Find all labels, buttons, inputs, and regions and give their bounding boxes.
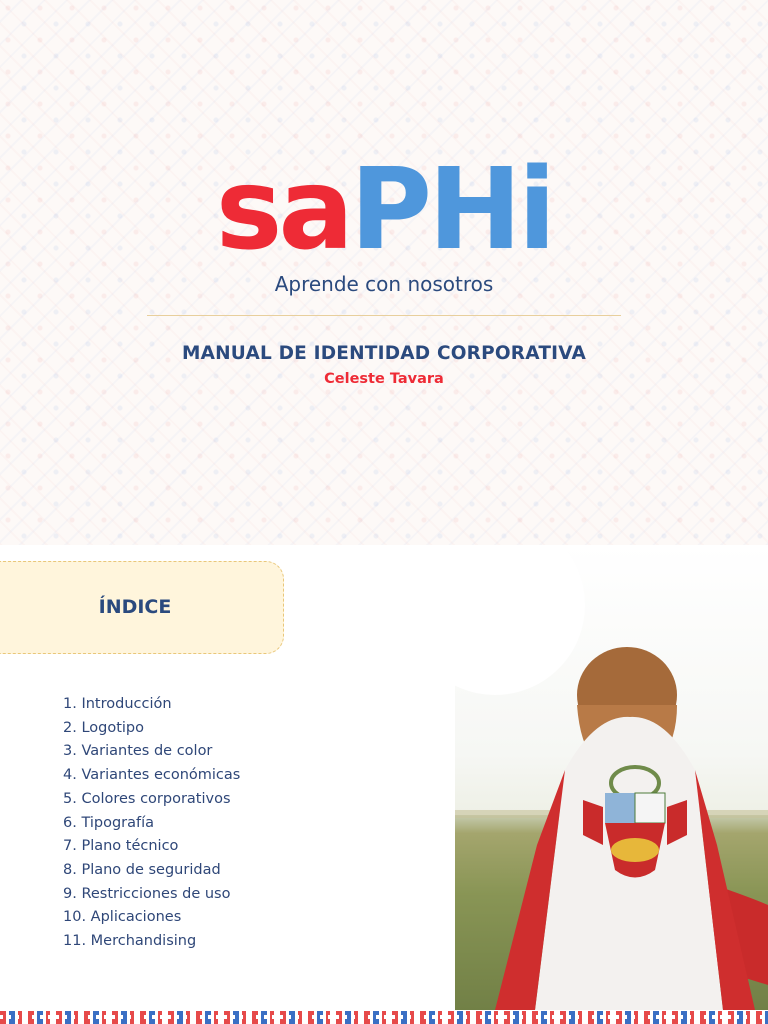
index-item[interactable]: 11. Merchandising	[63, 933, 197, 950]
photo-woman-with-peru-flag	[455, 545, 768, 1010]
index-item[interactable]: 8. Plano de seguridad	[63, 861, 221, 878]
bottom-pattern-strip	[0, 1011, 768, 1024]
index-item[interactable]: 1. Introducción	[63, 696, 172, 712]
document-author: Celeste Tavara	[324, 371, 444, 387]
index-list	[63, 693, 240, 954]
logo-part-phi: PHi	[350, 145, 553, 275]
index-item[interactable]: 2. Logotipo	[63, 719, 145, 736]
index-item[interactable]: 3. Variantes de color	[63, 743, 213, 760]
index-item[interactable]: 7. Plano técnico	[63, 838, 179, 855]
index-item[interactable]: 6. Tipografía	[63, 814, 155, 831]
saphi-logo	[0, 145, 768, 275]
index-item[interactable]: 5. Colores corporativos	[63, 790, 231, 807]
document-title: MANUAL DE IDENTIDAD CORPORATIVA	[181, 343, 587, 364]
tagline: Aprende con nosotros	[274, 272, 494, 296]
index-item[interactable]: 10. Aplicaciones	[63, 909, 182, 926]
index-item[interactable]: 9. Restricciones de uso	[63, 885, 231, 902]
logo-part-sa: sa	[215, 145, 351, 275]
divider	[147, 315, 621, 316]
index-title: ÍNDICE	[98, 596, 172, 618]
index-item[interactable]: 4. Variantes económicas	[63, 767, 241, 784]
photo-illustration	[455, 545, 768, 1010]
